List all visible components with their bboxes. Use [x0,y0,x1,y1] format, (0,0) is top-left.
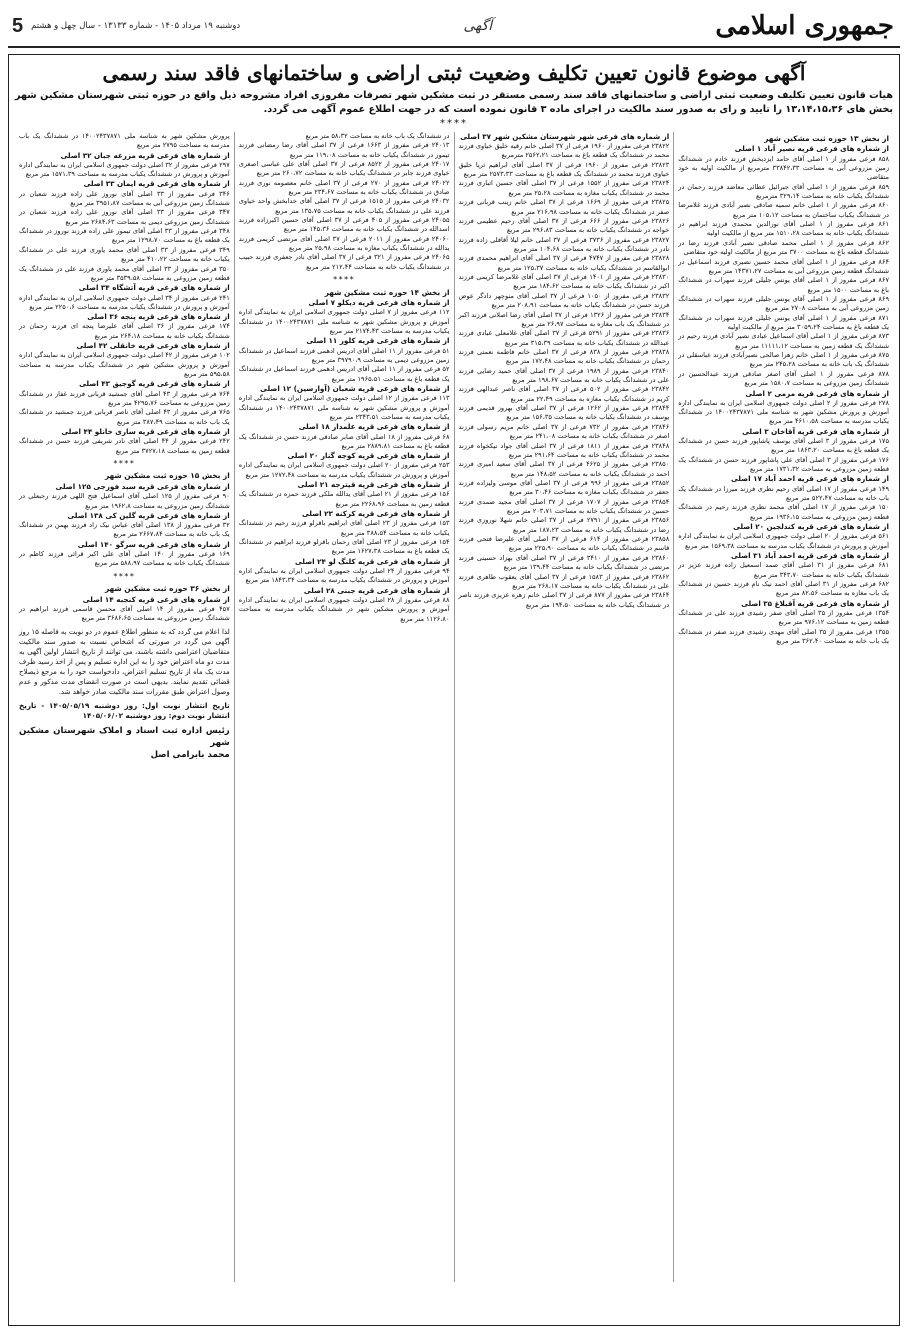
parcel-entry: ۸۷۱ فرعی مفروز از ۱ اصلی آقای یونس جلیلی فرزند سهراب در ششدانگ یک قطعه باغ به مساحت ۳۰۵۹،۲۴ متر مربع از مالکیت اولیه [678,313,890,332]
parcel-entry: ۲۴۰۲۲ فرعی مفروز از ۲۷۰ فرعی از ۳۷ اصلی خانم معصومه نوری فرزند صادق در ششدانگ یکباب خانه به مساحت ۲۳۴،۶۷ متر مربع [238,178,450,196]
column-3 [234,132,454,1282]
parcel-entry: ۱۷۴ فرعی مفروز از ۳۶ اصلی آقای علیرضا پنجه ای فرزند رحمان در ششدانگ یکباب خانه به مساحت ۲۶۴،۱۸ متر مربع [19,322,230,340]
parcel-entry: ۲۳۸۲۲ فرعی مفروز از ۱۹۶۰ فرعی از ۳۷ اصلی خانم رقیه خلیق خیاوی فرزند محمد در ششدانگ یک قطعه باغ به مساحت ۲۵۶۲،۲۱ مترمربع [458,142,670,160]
parcel-entry: ۸۶۰ فرعی مفروز از ۱ اصلی خانم سمیه صادقی نصیر آبادی فرزند غلامرضا در ششدانگ یکباب ساختمان به مساحت ۱۰۵،۱۲ متر مربع [678,201,889,219]
parcel-entry: ۳۴۹ فرعی مفروز از ۳۳ اصلی آقای محمد یاوری فرزند علی در ششدانگ یکباب خانه به مساحت ۴۱۰،۲۲ متر مربع [19,245,230,264]
separator-stars: **** [113,459,136,469]
parcel-entry: ۲۴۱ فرعی مفروز از ۳۴ اصلی دولت جمهوری اسلامی ایران به نمایندگی اداره آموزش و پرورش در ششدانگ یکباب مدرسه به مساحت ۲۲۵۰،۶ متر مربع [19,293,230,311]
parcel-entry: ۸۵۹ فرعی مفروز از ۱ اصلی آقای جبرائیل عطائی معاضد فرزند رحمان در ششدانگ یکباب خانه به مساحت ۳۲۹،۱۴ مترمربع [678,182,889,200]
parcel-entry: ۸۶۴ فرعی مفروز از ۱ اصلی آقای محمد حسین نصیری فرزند اسماعیل در ششدانگ قطعه زمین مزروعی آبی به مساحت ۱۴۳۷۱،۲۷ متر مربع [678,257,889,275]
parcel-entry: ۹۰ فرعی مفروز از ۱۲۵ اصلی آقای اسماعیل فتح اللهی فرزند رجبعلی در ششدانگ زمین مزروعی به مساحت ۱۹۶۲،۸ متر مربع [19,492,230,510]
parcel-entry: ۲۳۸۲۸ فرعی مفروز از ۴۷۴۷ فرعی از ۳۷ اصلی آقای ابراهیم محمدی فرزند ابوالقاسم در ششدانگ یکباب خانه به مساحت ۱۲۵،۳۷ متر مربع [458,254,670,272]
parcel-entry: ۲۴۰۶۵ فرعی مفروز از ۳۲۱ فرعی از ۳۷ اصلی آقای نادر جعفری فرزند حبیب در ششدانگ یکباب خانه به مساحت ۲۱۲،۴۴ متر مربع [238,253,450,271]
parcel-entry: ۱۶۹ فرعی مفروز از ۱۴۰ اصلی آقای علی اکبر قرائی فرزند کاظم در ششدانگ یکباب خانه به مساحت ۵۸۸،۹۷ متر مربع [19,550,230,568]
parcel-entry: ۲۳۸۵۲ فرعی مفروز از ۹۹۶ فرعی از ۳۷ اصلی آقای موسی ولیزاده فرزند جعفر در ششدانگ یکباب مغازه به مساحت ۳۰،۴۶ متر مربع [458,478,670,497]
parcel-entry: پرورش مشکین شهر به شناسه ملی ۱۴۰۰۲۴۳۷۸۷۱ در ششدانگ یک باب مدرسه به مساحت ۲۷۹۵ متر مربع [19,131,230,150]
section-heading: از بخش ۱۳ حوزه ثبت مشکین شهر [764,133,889,143]
village-heading: از شماره های فرعی قریه مزرعه جبان ۳۲ اصلی [60,150,230,160]
parcel-entry: ۲۳۸۳۰ فرعی مفروز از ۱۴۰۱ فرعی از ۳۷ اصلی آقای غلامرضا کریمی فرزند اکبر در ششدانگ یکباب خانه به مساحت ۱۸۴،۶۲ متر مربع [458,273,670,291]
parcel-entry: ۱۱۳ فرعی مفروز از ۱۲ اصلی دولت جمهوری اسلامی ایران به نمایندگی اداره آموزش و پرورش مشکین شهر به شناسه ملی ۱۴۰۰۲۴۳۷۸۷۱ در ششدانگ یکباب مدرسه به مساحت ۲۳۴۳،۵۱ متر مربع [238,394,450,421]
parcel-entry: ۲۳۸۴۰ فرعی مفروز از ۱۹۸۹ فرعی از ۳۷ اصلی آقای حمید رضایی فرزند علی در ششدانگ یکباب خانه به مساحت ۱۹۸،۶۷ متر مربع [458,366,670,385]
village-heading: از شماره های فرعی قریه ایمان ۳۳ اصلی [83,179,230,189]
parcel-entry: ۲۹۷ فرعی مفروز از ۳۲ اصلی دولت جمهوری اسلامی ایران به نمایندگی اداره آموزش و پرورش در ششدانگ یکباب مدرسه به مساحت ۱۵۷۱،۳۹ متر مربع [19,160,230,179]
village-heading: از شماره های فرعی قریه مرمی ۲ اصلی [745,388,889,398]
parcel-entry: ۲۳۸۲۷ فرعی مفروز از ۳۷۳۶ فرعی از ۳۷ اصلی خانم لیلا آقاقلی زاده فرزند نادر در ششدانگ یکباب خانه به مساحت ۱۰۴،۶۸ متر مربع [458,235,670,253]
separator-stars: **** [440,117,468,129]
parcel-entry: ۲۴۰۱۳ فرعی مفروز از ۱۶۶۳ فرعی از ۳۷ اصلی آقای رضا رمضانی فرزند تیمور در ششدانگ یکباب خانه به مساحت ۱۱۹،۰۸ متر مربع [238,141,450,159]
section-heading: از بخش ۱۴ حوزه ثبت مشکین شهر [324,287,450,297]
parcel-entry: ۱۷۵ فرعی مفروز از ۳ اصلی آقای یوسف پاشاپور فرزند حسن در ششدانگ یک قطعه باغ به مساحت ۱۸۶۳،۲۰ متر مربع [678,437,889,455]
parcel-entry: ۲۳۸۳۶ فرعی مفروز از ۵۲۹۱ فرعی از ۳۷ اصلی آقای غلامعلی عبادی فرزند عبدالله در ششدانگ یکباب خانه به مساحت ۳۱۵،۳۹ متر مربع [458,329,670,347]
column-4 [15,132,234,1282]
parcel-entry: ۲۵۳ فرعی مفروز از ۲۰ اصلی دولت جمهوری اسلامی ایران به نمایندگی اداره آموزش و پرورش در ششدانگ یکباب مدرسه به مساحت ۱۲۷۲،۴۸ متر مربع [238,461,450,479]
village-heading: از شماره های فرعی قریه علمدار ۱۸ اصلی [298,422,450,432]
parcel-entry: ۲۳۸۶۲ فرعی مفروز از ۱۵۸۳ فرعی از ۳۷ اصلی آقای یعقوب طاهری فرزند علی در ششدانگ یکباب خانه به مساحت ۲۶۸،۱۷ متر مربع [458,572,670,590]
parcel-entry: ۸۸ فرعی مفروز از ۲۸ اصلی دولت جمهوری اسلامی ایران به نمایندگی اداره آموزش و پرورش مشکین شهر در ششدانگ یکباب مدرسه به مساحت ۱۱۲۶،۸۰ متر مربع [238,595,450,623]
parcel-entry: ۷۶۵ فرعی مفروز از ۴۳ اصلی آقای ناصر قربانی فرزند جمشید در ششدانگ یک باب خانه به مساحت ۳۸۷،۴۹ متر مربع [19,408,230,426]
newspaper-logo: جمهوری اسلامی [715,11,894,41]
parcel-entry: ۴۵۷ فرعی مفروز از ۱۴ اصلی آقای محسن قاسمی فرزند ابراهیم در ششدانگ زمین مزروعی به مساحت ۳۶۸۶،۶۵ متر مربع [19,604,230,623]
parcel-entry: ۹۴ فرعی مفروز از ۲۴ اصلی دولت جمهوری اسلامی ایران به نمایندگی اداره آموزش و پرورش در ششدانگ یکباب مدرسه به مساحت ۱۸۴۳،۳۴ متر مربع [238,567,450,585]
issue-info [8,15,240,38]
parcel-entry: در ششدانگ یک باب خانه به مساحت ۵۸،۳۲ متر مربع [305,131,450,140]
parcel-entry: ۱۵۳ فرعی مفروز از ۲۳ اصلی آقای ابراهیم باقرلو فرزند رحیم در ششدانگ یکباب خانه به مساحت ۳۸۸،۵۴ متر مربع [238,519,450,537]
village-heading: از شماره های فرعی قریه گلین کی ۱۳۸ اصلی [67,510,230,520]
masthead [8,6,900,48]
signature-organization: رئیس اداره ثبت اسناد و املاک شهرستان مشکین شهر [19,725,230,749]
signature-name: محمد بابرامی اصل [150,750,230,761]
parcel-entry: ۸۷۸ فرعی مفروز از ۱ اصلی آقای اصغر صادقی فرزند عبدالحسین در ششدانگ زمین مزروعی به مساحت ۱۵۸۰،۷ متر مربع [678,369,889,388]
parcel-entry: ۸۶۷ فرعی مفروز از ۱ اصلی آقای یونس جلیلی فرزند سهراب در ششدانگ باغ به مساحت ۱۵۰۰ متر مربع [678,276,890,294]
village-heading: از شماره های فرعی قریه قیترجه ۲۱ اصلی [297,480,450,490]
village-heading: از شماره های فرعی قریه احمد آباد ۳۱ اصلی [730,551,889,561]
parcel-entry: ۲۳۸۵۸ فرعی مفروز از ۶۱۴ فرعی از ۳۷ اصلی آقای علیرضا فتحی فرزند قاسم در ششدانگ یکباب خانه به مساحت ۲۲۵،۹۰ متر مربع [458,535,670,553]
parcel-entry: ۳۴۸ فرعی مفروز از ۳۳ اصلی آقای تیمور علی زاده فرزند نوروز در ششدانگ یک قطعه باغ به مساحت ۱۲۹۸،۷۰ متر مربع [19,227,230,245]
parcel-entry: ۸۶۱ فرعی مفروز از ۱ اصلی آقای نورالدین محمدی فرزند ابراهیم در ششدانگ یکباب خانه به مساحت ۱۵۱۰،۲۸ متر مربع از مالکیت اولیه [678,220,890,238]
village-heading: از شماره های فرعی قریه آتشگاه ۳۴ اصلی [78,283,230,293]
parcel-entry: ۲۳۸۲۵ فرعی مفروز از ۱۶۶۹ فرعی از ۳۷ اصلی خانم زینب قربانی فرزند صفر در ششدانگ یکباب خانه به مساحت ۲۱۶،۹۸ متر مربع [458,198,670,216]
parcel-entry: ۸۷۵ فرعی مفروز از ۱ اصلی خانم زهرا صالحی نصیرآبادی فرزند عباسقلی در ششدانگ یک باب خانه به مساحت ۲۴۵،۲۸ متر مربع [678,351,889,369]
parcel-entry: ۱۵۶ فرعی مفروز از ۲۱ اصلی آقای یدالله ملکی فرزند حمزه در ششدانگ یک قطعه زمین به مساحت ۲۲۶۸،۹۶ متر مربع [238,490,450,508]
parcel-entry: ۱۴۹ فرعی مفروز از ۱۷ اصلی آقای رحیم نظری فرزند میرزا در ششدانگ یک باب خانه به مساحت ۵۲۲،۴۷ متر مربع [678,484,889,503]
village-heading: از شماره های فرعی شهر شهرستان مشکین شهر ۳۷ اصلی [460,131,670,141]
parcel-entry: ۲۳۸۳۸ فرعی مفروز از ۸۳۸ فرعی از ۳۷ اصلی خانم فاطمه نعمتی فرزند رحمان در ششدانگ یکباب خانه به مساحت ۱۷۲،۴۸ متر مربع [458,347,670,366]
parcel-entry: ۱۵۴ فرعی مفروز از ۲۳ اصلی آقای رحمان باقرلو فرزند ابراهیم در ششدانگ یک قطعه باغ به مساحت ۱۶۲۷،۳۸ متر مربع [238,538,450,556]
parcel-entry: ۲۳۸۵۰ فرعی مفروز از ۴۶۲۵ فرعی از ۳۷ اصلی آقای سعید امیری فرزند احمد در ششدانگ یکباب خانه به مساحت ۱۴۸،۵۲ متر مربع [458,460,670,478]
section-heading: از بخش ۳۶ حوزه ثبت مشکین شهر [104,584,230,594]
publication-dates: تاریخ انتشار نوبت اول: روز دوشنبه ۱۴۰۵/۰۵/۱۹ - تاریخ انتشار نوبت دوم: روز دوشنبه ۱۴۰۵/۰۶/۰۲ [19,700,230,720]
village-heading: از شماره های فرعی قریه جبنی ۲۸ اصلی [303,585,450,595]
parcel-entry: ۲۳۸۴۲ فرعی مفروز از ۵۰۲ فرعی از ۳۷ اصلی آقای ناصر عبدالهی فرزند کریم در ششدانگ یکباب مغازه به مساحت ۲۲،۴۹ متر مربع [458,385,670,403]
parcel-entry: ۲۳۸۴۴ فرعی مفروز از ۱۲۶۲ فرعی از ۳۷ اصلی آقای بهروز قدیمی فرزند یوسف در ششدانگ یکباب خانه به مساحت ۱۵۶،۳۵ متر مربع [458,404,670,422]
parcel-entry: ۲۷۸ فرعی مفروز از ۲ اصلی دولت جمهوری اسلامی ایران به نمایندگی اداره آموزش و پرورش مشکین شهر به شناسه ملی ۱۴۰۰۲۴۳۷۸۷۱ در ششدانگ یکباب مدرسه به مساحت ۴۶۱۰،۵۸ متر مربع [678,398,889,426]
parcel-entry: ۲۴۰۱۷ فرعی مفروز از ۸۵۲۲ فرعی از ۳۷ اصلی آقای علی عباسی اصغری خیاوی فرزند جابر در ششدانگ یکباب خانه به مساحت ۲۶۰،۷۲ متر مربع [238,159,450,178]
village-heading: از شماره های فرعی قریه شعبان (آوارسین) ۱۲ اصلی [260,384,450,394]
parcel-entry: ۶۸۲ فرعی مفروز از ۳۱ اصلی آقای احمد نیک نام فرزند حسین در ششدانگ یک باب مغازه به مساحت ۸۲،۵۶ متر مربع [678,580,889,598]
separator-stars: **** [113,571,136,581]
village-heading: از شماره های فرعی قریه نصیر آباد ۱ اصلی [734,144,889,154]
parcel-entry: ۱۵۰ فرعی مفروز از ۱۷ اصلی آقای محمد نظری فرزند رحیم در ششدانگ قطعه زمین مزروعی به مساحت ۱۹۳۶،۱۵ متر مربع [678,503,889,521]
parcel-entry: ۱۳۵۵ فرعی مفروز از ۳۵ اصلی آقای مهدی رشیدی فرزند صفر در ششدانگ یک باب خانه به مساحت ۳۶۲،۴۰ متر مربع [678,627,889,646]
column-1 [673,132,893,1282]
parcel-entry: ۲۳۸۲۴ فرعی مفروز از ۱۵۵۲ فرعی از ۳۷ اصلی آقای حسین اتباری فرزند محمد در ششدانگ یکباب مغازه به مساحت ۲۵،۲۸ متر مربع [458,179,670,197]
village-heading: از شماره های فرعی قریه پنجه ۳۶ اصلی [87,312,230,322]
parcel-entry: ۲۳۸۴۸ فرعی مفروز از ۱۸۱۱ فرعی از ۳۷ اصلی آقای جواد نیکخواه فرزند محمد در ششدانگ یکباب خانه به مساحت ۲۹۱،۶۴ متر مربع [458,441,670,459]
village-heading: از شماره های فرعی قریه احمد آباد ۱۷ اصلی [730,474,889,484]
village-heading: از شماره های فرعی قریه کلنگ لو ۲۴ اصلی [295,556,450,566]
parcel-entry: ۲۳۸۵۶ فرعی مفروز از ۲۷۹۱ فرعی از ۳۷ اصلی خانم شهلا نوروزی فرزند رضا در ششدانگ یکباب خانه به مساحت ۱۸۷،۲۳ متر مربع [458,516,670,534]
section-heading: از بخش ۱۵ حوزه ثبت مشکین شهر [104,471,230,481]
village-heading: از شماره های فرعی قریه ساری خانلو ۴۴ اصلی [61,427,230,437]
village-heading: از شماره های فرعی قریه آقاخان ۳ اصلی [742,426,889,436]
village-heading: از شماره های فرعی قریه خانقلی ۴۲ اصلی [76,341,230,351]
village-heading: از شماره های فرعی قریه کوجه گنار ۲۰ اصلی [287,451,450,461]
parcel-entry: ۶۸ فرعی مفروز از ۱۸ اصلی آقای صابر صادقی فرزند حسن در ششدانگ یک قطعه باغ به مساحت ۲۸۸۹،۸۱ متر مربع [238,432,450,450]
parcel-entry: ۲۳۸۶۴ فرعی مفروز از ۸۷۷ فرعی از ۳۷ اصلی خانم زهره عزیزی فرزند ناصر در ششدانگ یکباب خانه به مساحت ۱۹۴،۵۰ متر مربع [458,591,670,609]
column-4-tail [19,627,230,762]
notice-intro: هیات قانون تعیین تکلیف وضعیت ثبتی اراضی و ساختمانهای فاقد سند رسمی مستقر در ثبت مشکین شهر تصرفات مفروزی افراد مشروحه ذیل واقع در حوزه ثبتی شهرستان مشکین شهر بخش های ۱۳،۱۴،۱۵،۳۶ را تایید و رای به صدور سند مالکیت در اجرای ماده ۳ قانون نموده است که در جهت اطلاع عموم آگهی می گردد. [15,90,893,115]
closing-paragraph: لذا اعلام می گردد که به منظور اطلاع عموم در دو نوبت به فاصله ۱۵ روز آگهی می گردد در صورتی که اشخاص نسبت به صدور سند مالکیت متقاضیان اعتراضی داشته باشند، می توانند از تاریخ انتشار اولین آگهی به مدت دو ماه اعتراض خود را به این اداره تسلیم و پس از اخذ رسید ظرف مدت یک ماه از تاریخ تسلیم اعتراض، دادخواست خود را به مرجع ذیصلاح قضائی تقدیم نمایند. بدیهی است در صورت انقضای مدت مذکور و عدم وصول اعتراض طبق مقررات سند مالکیت صادر خواهد شد. [19,627,230,697]
legal-notice [8,54,900,1326]
village-heading: از شماره های فرعی قریه کرکنه ۲۳ اصلی [302,509,450,519]
parcel-entry: ۸۶۹ فرعی مفروز از ۱ اصلی آقای یونس جلیلی فرزند سهراب در ششدانگ زمین مزروعی آبی به مساحت ۲۷۰۸ متر مربع [678,294,890,313]
parcel-entry: ۲۳۸۳۲ فرعی مفروز از ۱۰۵۰ فرعی از ۳۷ اصلی آقای منوچهر دادگر عوض فرزند حسن در ششدانگ یکباب خانه به مساحت ۲۰۸،۹۱ متر مربع [458,291,670,310]
parcel-entry: ۵۱ فرعی مفروز از ۱۱ اصلی آقای ادریس ادهمی فرزند اسماعیل در ششدانگ زمین مزروعی دیمی به مساحت ۳۹۷۹۰،۹ متر مربع [238,346,450,364]
parcel-entry: ۸۶۲ فرعی مفروز از ۱ اصلی محمد صادقی نصیر آبادی فرزند رضا در ششدانگ قطعه باغ به مساحت ۳۷۰۰ متر مربع از مالکیت اولیه خود متقاضی [678,238,889,257]
parcel-entry: ۵۶۱ فرعی مفروز از ۲۰ اصلی دولت جمهوری اسلامی ایران به نمایندگی اداره آموزش و پرورش در ششدانگ یکباب مدرسه به مساحت ۱۵۶۹،۳۸ متر مربع [678,532,889,550]
parcel-entry: ۲۳۸۳۴ فرعی مفروز از ۱۳۲۶ فرعی از ۳۷ اصلی آقای رضا اصلانی فرزند اکبر در ششدانگ یک باب مغازه به مساحت ۲۶،۹۷ متر مربع [458,310,670,328]
parcel-entry: ۲۳۸۵۴ فرعی مفروز از ۱۷۰۷ فرعی از ۳۷ اصلی آقای مجید صمدی فرزند حسین در ششدانگ یکباب خانه به مساحت ۲۰۳،۷۱ متر مربع [458,497,670,516]
parcel-entry: ۱۰۲ فرعی مفروز از ۴۲ اصلی دولت جمهوری اسلامی ایران به نمایندگی اداره آموزش و پرورش مشکین شهر در ششدانگ یکباب مدرسه به مساحت ۵۹۵،۵۸ متر مربع [19,351,230,379]
parcel-entry: ۳۲ فرعی مفروز از ۱۳۸ اصلی آقای عباس نیک زاد فرزند بهمن در ششدانگ یک باب خانه به مساحت ۲۶۶۷،۸۴ متر مربع [19,521,230,539]
village-heading: از شماره های فرعی قریه کنجبه ۱۴ اصلی [82,594,230,604]
village-heading: از شماره های فرعی قریه دیکلو ۷ اصلی [308,298,450,308]
parcel-entry: ۸۷۳ فرعی مفروز از ۱ اصلی آقای اسماعیل عبادی نصیر آبادی فرزند رحیم در ششدانگ یک قطعه زمین به مساحت ۱۱۱۱۱،۱۲ متر مربع [678,332,889,350]
parcel-entry: ۸۵۸ فرعی مفروز از ۱ اصلی آقای حامد ایزدبخش فرزند خادم در ششدانگ زمین مزروعی آبی به مساحت ۳۳۸۴۲،۳۳ مترمربع از مالکیت اولیه به خود متقاضی [678,154,890,182]
column-2 [454,132,674,1282]
parcel-entry: ۱۱۲ فرعی مفروز از ۷ اصلی دولت جمهوری اسلامی ایران به نمایندگی اداره آموزش و پرورش مشکین شهر به شناسه ملی ۱۴۰۰۲۴۳۷۸۷۱ در ششدانگ یکباب مدرسه به مساحت ۲۱۷۴،۴۳ متر مربع [238,308,450,336]
village-heading: از شماره های فرعی قریه سبد فورجی ۱۲۵ اصلی [55,481,230,491]
separator-stars: **** [333,275,356,285]
parcel-entry: ۱۷۶ فرعی مفروز از ۳ اصلی آقای علی پاشاپور فرزند حسن در ششدانگ یک قطعه زمین مزروعی به مساحت ۱۷۳۱،۳۲ متر مربع [678,455,890,474]
parcel-entry: ۶۸۱ فرعی مفروز از ۳۱ اصلی آقای صمد اسمعیل زاده فرزند عزیز در ششدانگ یکباب خانه به مساحت ۳۴۳،۷۰ متر مربع [678,561,889,579]
parcel-entry: ۳۴۶ فرعی مفروز از ۳۳ اصلی آقای نوروز علی زاده فرزند شعبان در ششدانگ زمین مزروعی آبی به مساحت ۳۹۵۱،۸۷ متر مربع [19,189,230,208]
parcel-entry: ۲۴۰۵۵ فرعی مفروز از ۴۰۵ فرعی از ۳۷ اصلی آقای حسین اکبرزاده فرزند اسدالله در ششدانگ یکباب خانه به مساحت ۱۴۵،۳۶ متر مربع [238,216,450,234]
village-heading: از شماره های فرعی قریه آقبلاغ ۳۵ اصلی [741,598,889,608]
parcel-entry: ۱۳۵۴ فرعی مفروز از ۳۵ اصلی آقای صفر رشیدی فرزند علی در ششدانگ قطعه زمین به مساحت ۹۷۶،۱۲ متر مربع [678,608,889,627]
village-heading: از شماره های فرعی قریه کلور ۱۱ اصلی [306,336,450,346]
parcel-entry: ۲۳۸۴۶ فرعی مفروز از ۷۳۲ فرعی از ۳۷ اصلی خانم مریم رسولی فرزند اصغر در ششدانگ یکباب خانه به مساحت ۲۴۱،۰۸ متر مربع [458,422,670,441]
village-heading: از شماره های فرعی قریه کندلجین ۲۰ اصلی [733,522,889,532]
parcel-entry: ۲۴۰۶۰ فرعی مفروز از ۲۰۱۱ فرعی از ۳۷ اصلی آقای مرتضی کریمی فرزند یدالله در ششدانگ یکباب مغازه به مساحت ۲۵،۹۸ متر مربع [238,234,450,253]
notice-title: آگهی موضوع قانون تعیین تکلیف وضعیت ثبتی اراضی و ساختمانهای فاقد سند رسمی [102,61,806,85]
section-label: آگهی [463,18,493,34]
parcel-entry: ۲۳۸۲۶ فرعی مفروز از ۶۶۶ فرعی از ۳۷ اصلی آقای رحیم عظیمی فرزند خواجه در ششدانگ یکباب خانه به مساحت ۲۹۶،۸۳ متر مربع [458,216,670,235]
notice-columns [15,132,893,1282]
parcel-entry: ۲۳۸۶۰ فرعی مفروز از ۳۴۱۰ فرعی از ۳۷ اصلی آقای بهزاد حسینی فرزند مرتضی در ششدانگ یکباب خانه به مساحت ۱۳۹،۴۴ متر مربع [458,553,670,572]
parcel-entry: ۳۴۷ فرعی مفروز از ۳۳ اصلی آقای نوروز علی زاده فرزند شعبان در ششدانگ زمین مزروعی دیمی به مساحت ۲۶۸۴،۶۳ متر مربع [19,208,230,226]
village-heading: از شماره های فرعی قریه گوجیق ۴۳ اصلی [79,379,230,389]
parcel-entry: ۲۴۲ فرعی مفروز از ۴۴ اصلی آقای نادر شریفی فرزند حسن در ششدانگ قطعه زمین به مساحت ۳۷۲۷،۱۸ متر مربع [19,437,230,455]
parcel-entry: ۲۳۸۲۳ فرعی مفروز از ۱۹۶۰ فرعی از ۳۷ اصلی آقای ابراهیم ثریا خلیق خیاوی فرزند محمد در ششدانگ یک قطعه باغ به مساحت ۲۵۷۳،۳۳ متر مربع [458,160,670,179]
parcel-entry: ۳۵۰ فرعی مفروز از ۳۳ اصلی آقای محمد یاوری فرزند علی در ششدانگ یک قطعه زمین مزروعی به مساحت ۳۵۳۹،۵۸ متر مربع [19,264,230,282]
issue-line: دوشنبه ۱۹ مرداد ۱۴۰۵ - شماره ۱۳۱۳۳ - سال چهل و هشتم [31,21,241,31]
parcel-entry: ۵۲ فرعی مفروز از ۱۱ اصلی آقای ادریس ادهمی فرزند اسماعیل در ششدانگ یک قطعه باغ به مساحت ۱۹۶۵،۵۱ متر مربع [238,365,450,383]
parcel-entry: ۷۶۴ فرعی مفروز از ۴۳ اصلی آقای جمشید قربانی فرزند غفار در ششدانگ زمین مزروعی به مساحت ۴۲۹۵،۷۶ متر مربع [19,389,230,408]
village-heading: از شماره های فرعی قریه سرگو ۱۴۰ اصلی [77,539,230,549]
page-number: 5 [12,14,24,37]
parcel-entry: ۲۴۰۳۲ فرعی مفروز از ۱۵۱۵ فرعی از ۳۷ اصلی آقای خدابخش واحد خیاوی فرزند علی در ششدانگ یکباب خانه به مساحت ۱۳۵،۷۵ متر مربع [238,197,450,215]
